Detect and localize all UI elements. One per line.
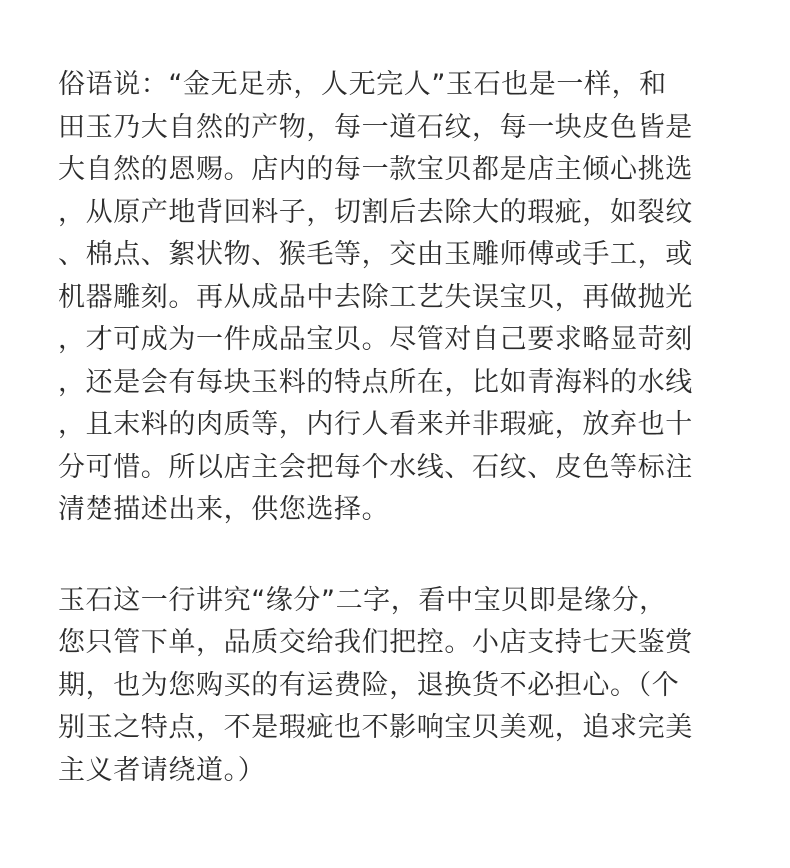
paragraph-purchase-policy	[58, 580, 738, 793]
text-line: 、棉点、絮状物、猴毛等，交由玉雕师傅或手工，或	[58, 239, 693, 270]
text-line: 大自然的恩赐。店内的每一款宝贝都是店主倾心挑选	[58, 154, 693, 185]
paragraph-spacer	[58, 532, 738, 580]
text-line: 您只管下单，品质交给我们把控。小店支持七天鉴赏	[58, 627, 693, 658]
text-line: 清楚描述出来，供您选择。	[58, 494, 390, 525]
text-line: 玉石这一行讲究“缘分”二字，看中宝贝即是缘分，	[58, 584, 667, 616]
paragraph-jade-imperfections	[58, 64, 738, 532]
text-line: 机器雕刻。再从成品中去除工艺失误宝贝，再做抛光	[58, 281, 693, 313]
text-line: 别玉之特点，不是瑕疵也不影响宝贝美观，追求完美	[58, 712, 693, 743]
text-line: 主义者请绕道。）	[58, 754, 266, 786]
text-line: 田玉乃大自然的产物，每一道石纹，每一块皮色皆是	[58, 111, 693, 143]
text-line: 期，也为您购买的有运费险，退换货不必担心。（个	[58, 669, 680, 701]
product-description	[58, 64, 738, 792]
text-line: 分可惜。所以店主会把每个水线、石纹、皮色等标注	[58, 451, 693, 483]
text-line: ，且末料的肉质等，内行人看来并非瑕疵，放弃也十	[58, 409, 693, 440]
text-line: ，才可成为一件成品宝贝。尽管对自己要求略显苛刻	[58, 324, 693, 355]
text-line: ，从原产地背回料子，切割后去除大的瑕疵，如裂纹	[58, 196, 693, 228]
text-line: ，还是会有每块玉料的特点所在，比如青海料的水线	[58, 366, 693, 398]
text-line: 俗语说：“金无足赤，人无完人”玉石也是一样，和	[58, 69, 667, 100]
